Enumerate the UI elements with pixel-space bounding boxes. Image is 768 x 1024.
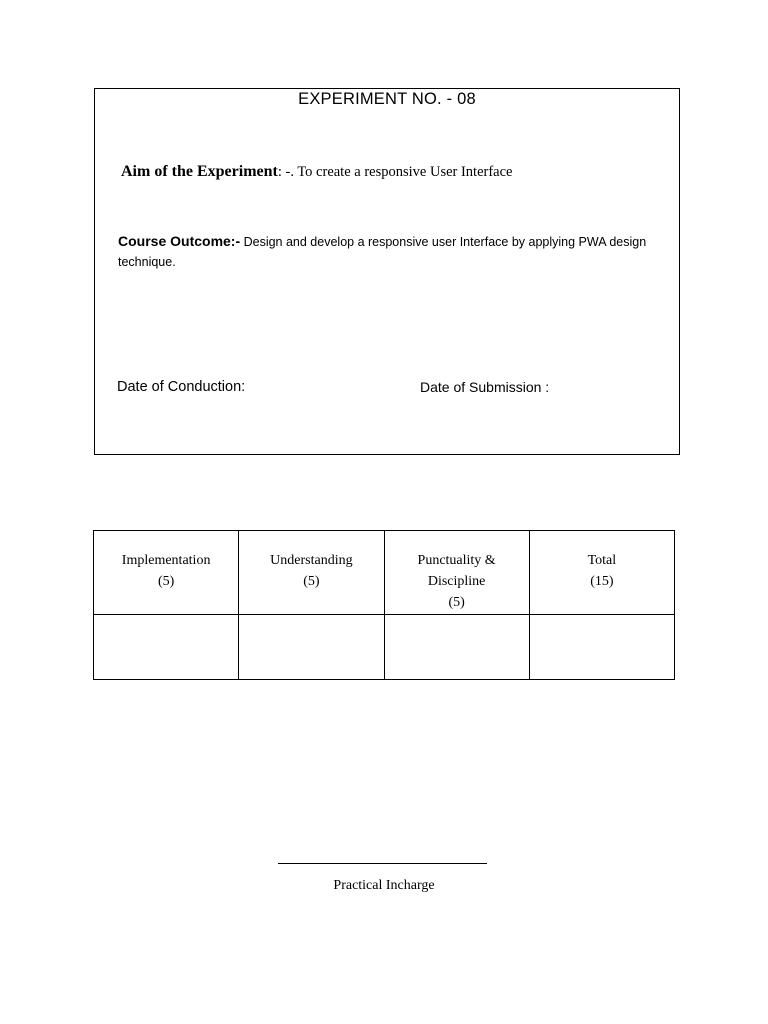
header-implementation (94, 531, 239, 615)
header-line: Discipline (427, 574, 486, 589)
aim-label: Aim of the Experiment (121, 163, 278, 180)
marks-table (93, 530, 675, 680)
marks-header-row (94, 531, 675, 615)
header-line: Implementation (121, 553, 211, 568)
experiment-title: EXPERIMENT NO. - 08 (298, 90, 476, 108)
marks-value-row (94, 615, 675, 680)
signature-line (278, 863, 487, 864)
course-outcome-text: Design and develop a responsive user Interface by applying PWA design technique. (118, 235, 647, 269)
implementation-marks-cell[interactable] (94, 615, 239, 680)
aim-line (121, 163, 513, 181)
header-line: Punctuality & (417, 553, 496, 568)
date-of-conduction: Date of Conduction: (117, 379, 246, 395)
header-line: (5) (448, 595, 465, 610)
header-line: (5) (157, 574, 175, 589)
punctuality-marks-cell[interactable] (384, 615, 529, 680)
practical-incharge-label: Practical Incharge (333, 878, 435, 893)
header-line: (5) (303, 574, 320, 589)
header-understanding (239, 531, 384, 615)
header-line: Understanding (270, 553, 353, 568)
header-line: (15) (590, 574, 614, 589)
header-punctuality-discipline (384, 531, 529, 615)
course-outcome (118, 231, 648, 272)
date-of-submission: Date of Submission : (420, 379, 550, 395)
understanding-marks-cell[interactable] (239, 615, 384, 680)
total-marks-cell[interactable] (529, 615, 674, 680)
experiment-header-box (94, 88, 680, 455)
header-total (529, 531, 674, 615)
aim-text: : -. To create a responsive User Interface (277, 164, 513, 180)
course-outcome-label: Course Outcome:- (118, 233, 241, 249)
header-line: Total (587, 553, 617, 568)
